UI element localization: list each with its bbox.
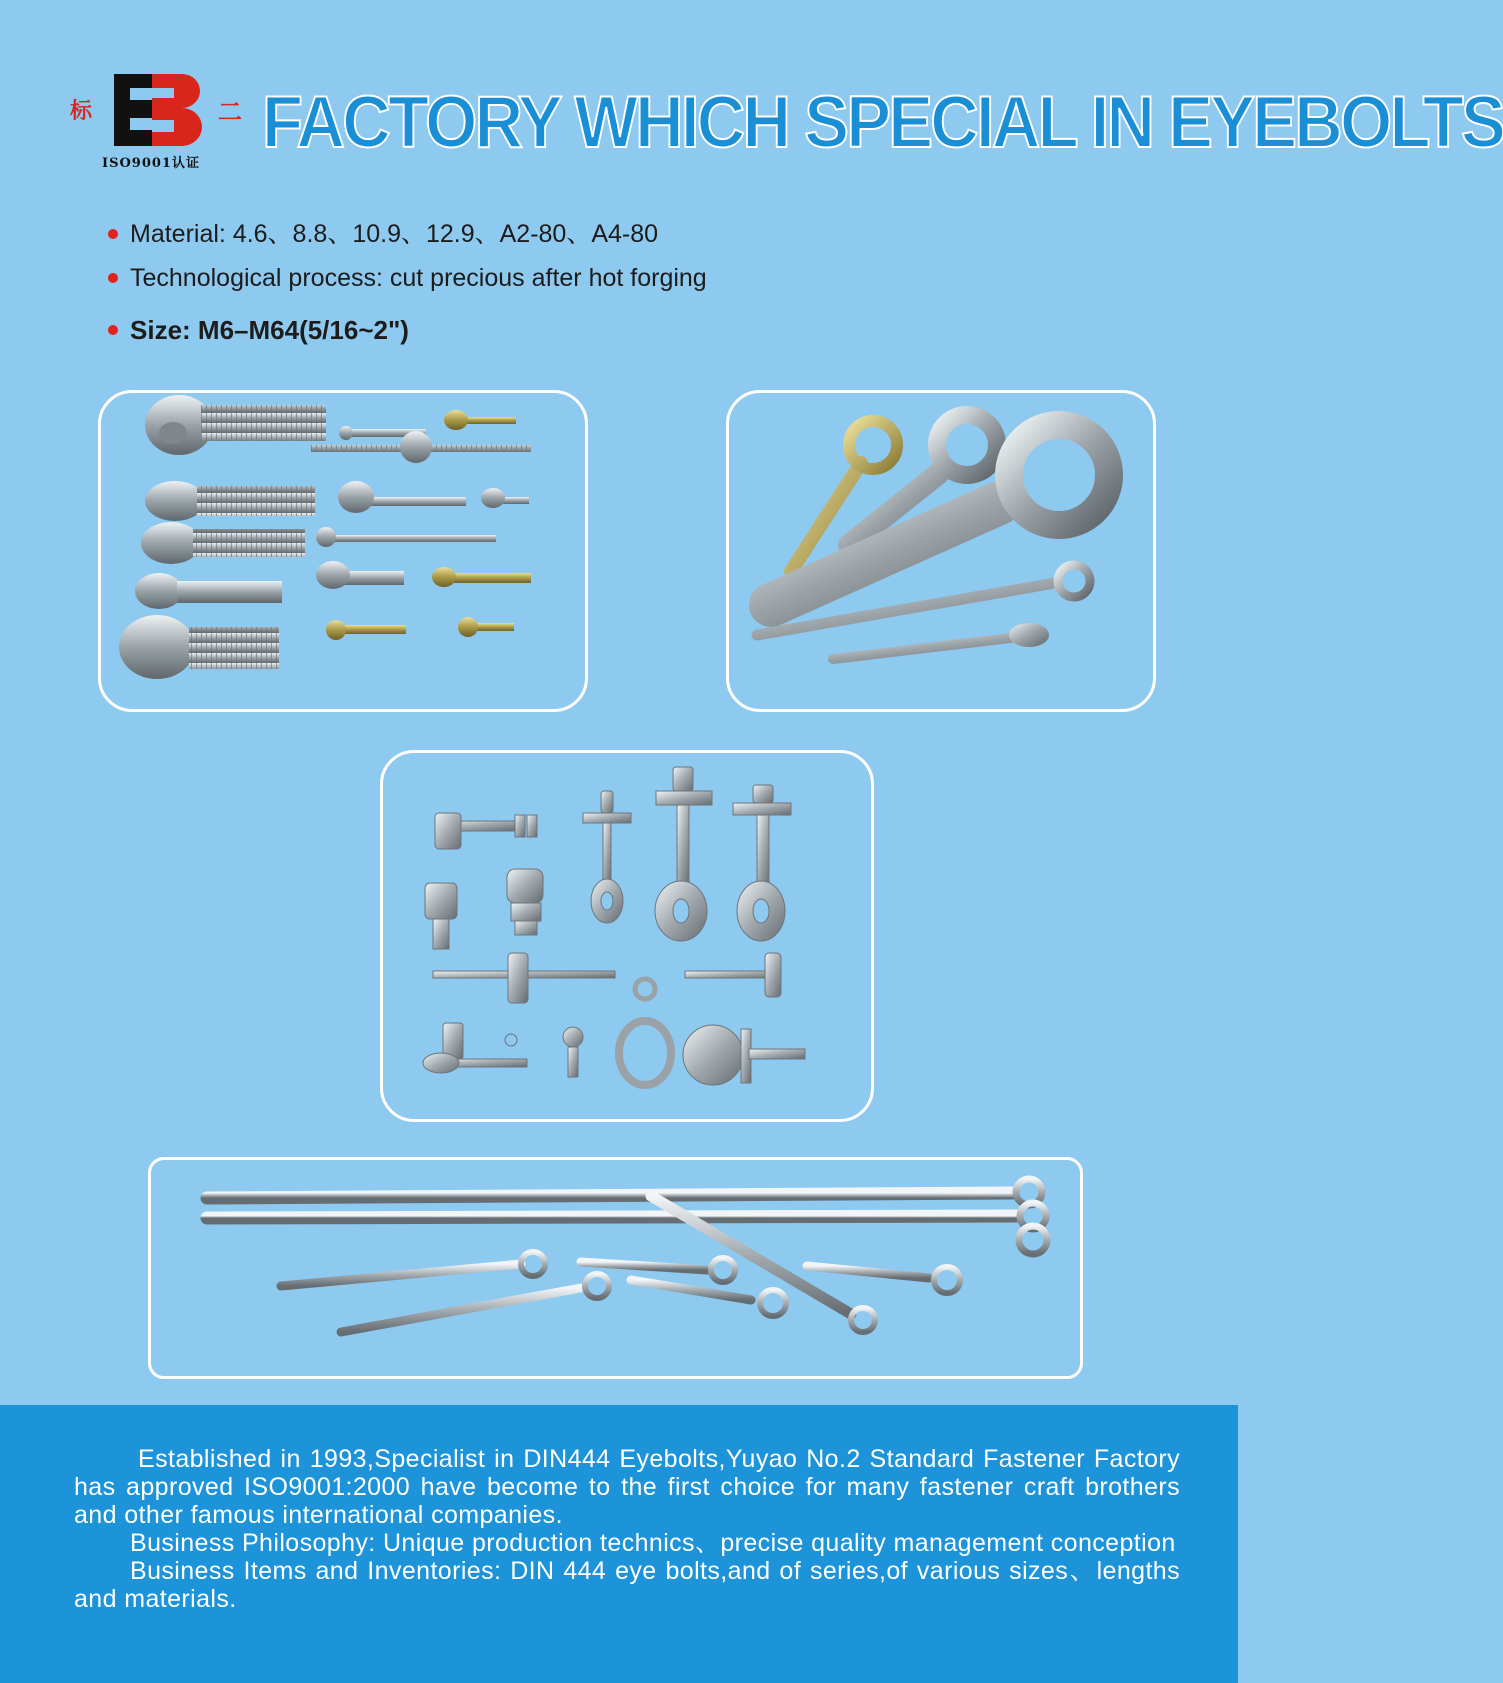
small-eyebolts-right — [311, 410, 531, 640]
spec-text: Size: M6–M64(5/16~2") — [130, 315, 409, 345]
logo-right-glyph: 二 — [218, 97, 242, 126]
spec-process — [108, 258, 1008, 302]
spec-material — [108, 214, 1008, 258]
about-paragraph-items: Business Items and Inventories: DIN 444 eye bolts,and of series,of various sizes、lengths and materials. — [74, 1557, 1180, 1613]
eyebolt-assortment-panel — [98, 390, 588, 712]
large-eyebolts-photo-icon — [729, 393, 1159, 715]
company-description-section — [0, 1405, 1238, 1683]
about-paragraph-philosophy: Business Philosophy: Unique production technics、precise quality management conception — [130, 1529, 1176, 1557]
bullet-icon — [108, 229, 118, 239]
hinge-bolts-panel — [380, 750, 874, 1122]
large-eyebolts-panel — [726, 390, 1156, 712]
bullet-icon — [108, 325, 118, 335]
long-rod-eyebolts-panel — [148, 1157, 1083, 1379]
eb-logo-mark-icon — [112, 72, 222, 152]
iso-certification-label: ISO9001认证 — [102, 156, 200, 171]
page-headline: FACTORY WHICH SPECIAL IN EYEBOLTS — [262, 82, 1503, 163]
bullet-icon — [108, 273, 118, 283]
large-eyebolts-left — [119, 395, 326, 679]
spec-text: Material: 4.6、8.8、10.9、12.9、A2-80、A4-80 — [130, 220, 659, 248]
spec-text: Technological process: cut precious after hot forging — [130, 264, 707, 292]
spec-size — [108, 310, 1008, 354]
logo-left-glyph: 标 — [70, 98, 93, 124]
long-rod-eyebolts-photo-icon — [151, 1160, 1086, 1382]
company-logo — [70, 68, 260, 172]
about-paragraph-established: Established in 1993,Specialist in DIN444 Eyebolts,Yuyao No.2 Standard Fastener Factory has approved ISO9001:2000 have become to the first choice for many fastener craft brothers and other famous international companies. — [74, 1445, 1180, 1529]
hinge-bolts-photo-icon — [383, 753, 877, 1125]
eyebolt-assortment-photo-icon — [101, 393, 591, 715]
company-description — [74, 1445, 1180, 1613]
spec-list — [108, 214, 1008, 354]
